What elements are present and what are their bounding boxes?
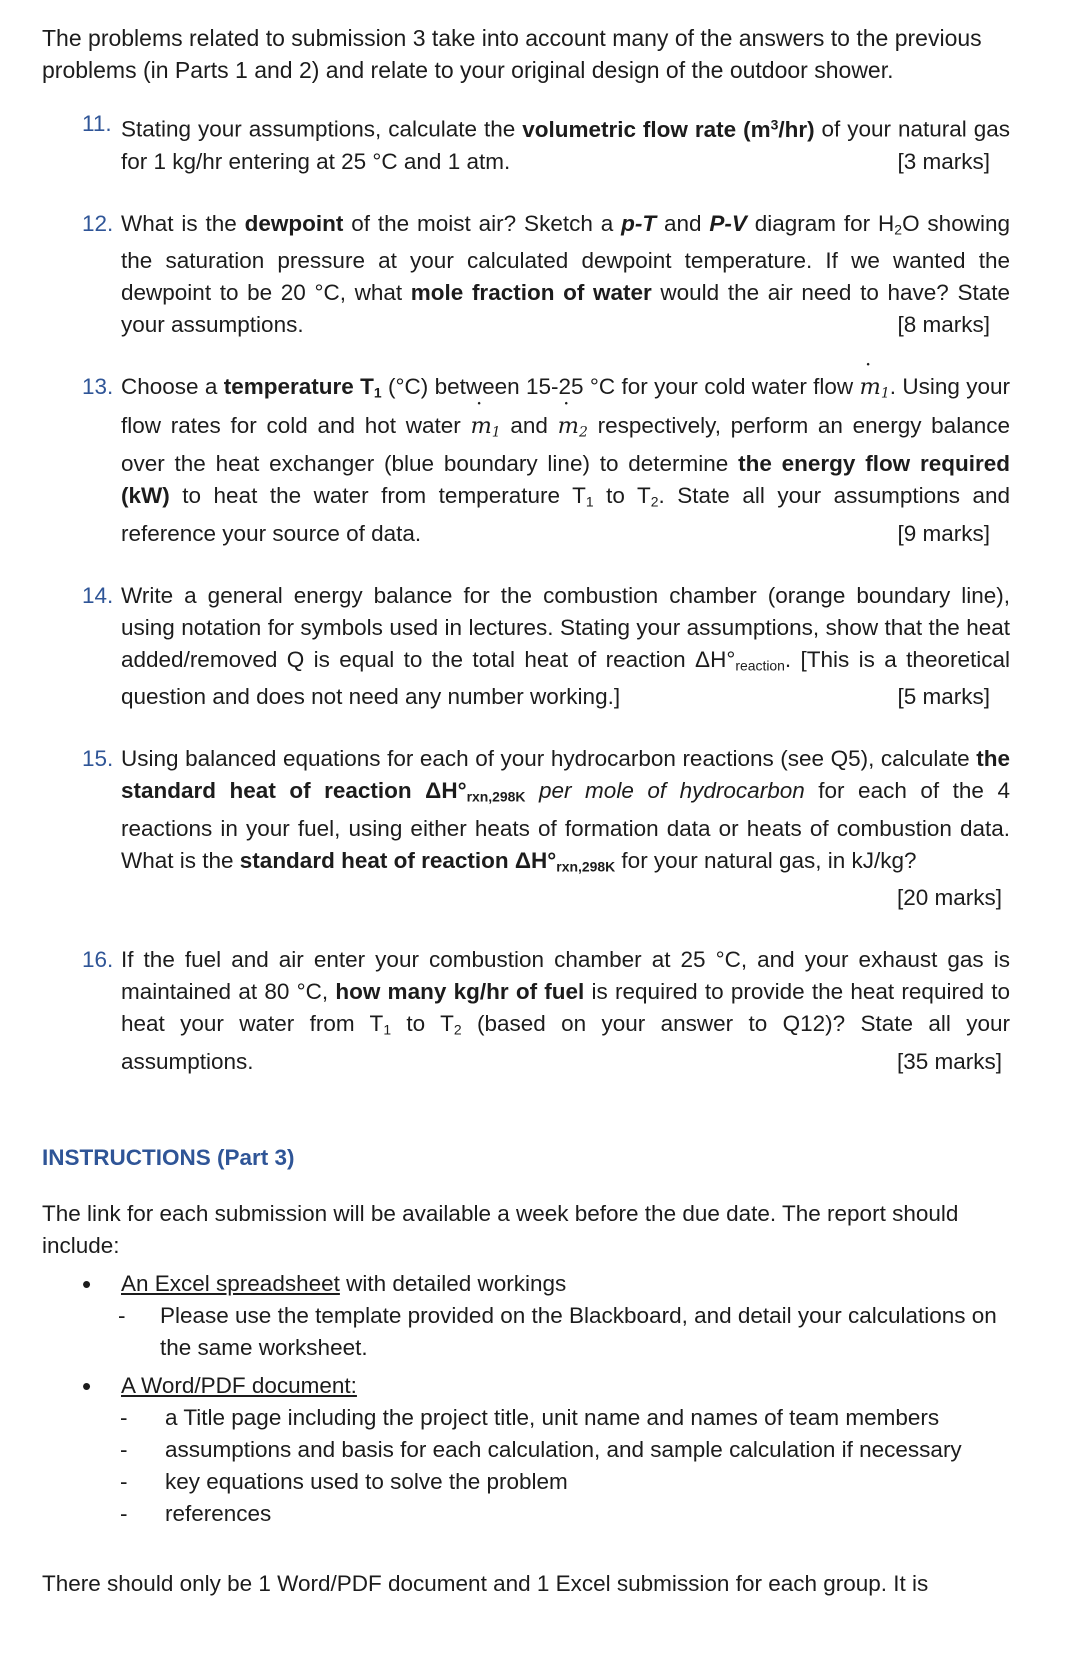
marks-label: [3 marks] xyxy=(897,148,990,174)
question-15: 15. Using balanced equations for each of your hydrocarbon reactions (see Q5), calculate the standard heat of reaction $\Delta H^\circ_{rxn,298K}$ per mole of hydrocarbon for each of the 4 reactions in your fuel, using either heats of formation data or heats of combustion data. What is the standard heat of reaction $\Delta H^\circ_{rxn,298K}$ for your natural gas, in kJ/kg? [20 marks] xyxy=(42,743,1010,914)
question-number: 15. xyxy=(82,746,114,772)
document-link[interactable]: A Word/PDF document: xyxy=(121,1372,357,1398)
deliverable-document xyxy=(42,1370,1010,1402)
question-text: Stating your assumptions, calculate the xyxy=(121,116,523,142)
sub-item: - Please use the template provided on the Blackboard, and detail your calculations on the same worksheet. xyxy=(42,1300,1010,1364)
question-13: 13. Choose a temperature $T_1$ (°C) between 15-25 °C for your cold water flow ˙ $m_1$. Using your flow rates for cold and hot water ˙ $m_1$ and ˙ $m_2$ respectively, perform an energy balance over the heat exchanger (blue boundary line) to determine the energy flow required (kW) to heat the water from temperature $T_1$ to $T_2$. State all your assumptions and reference your source of data. [9 marks] xyxy=(42,371,1010,549)
intro-paragraph: The problems related to submission 3 take into account many of the answers to the previous problems (in Parts 1 and 2) and relate to your original design of the outdoor shower. xyxy=(42,25,982,83)
bold-term: dewpoint xyxy=(244,210,344,236)
deliverables-list-2 xyxy=(42,1370,1010,1402)
bold-term: the energy flow required (kW) xyxy=(121,451,1010,509)
marks-label: [8 marks] xyxy=(897,312,990,338)
mass-flow-symbol: ˙ $m_1$ xyxy=(860,371,890,409)
bold-term: the standard heat of reaction $\Delta H^\circ_{rxn,298K}$ xyxy=(121,746,1010,805)
question-number: 14. xyxy=(82,582,114,608)
excel-link[interactable]: An Excel spreadsheet xyxy=(121,1270,340,1296)
sub-item: - a Title page including the project title, unit name and names of team members xyxy=(42,1402,1010,1434)
marks-label: [35 marks] xyxy=(896,1048,1002,1074)
marks-label: [9 marks] xyxy=(897,520,990,546)
sub-item: - references xyxy=(42,1498,1010,1530)
bold-term: p-T xyxy=(621,210,657,236)
instructions-intro: The link for each submission will be available a week before the due date. The report should include: xyxy=(42,1200,959,1258)
italic-term: per mole of hydrocarbon xyxy=(525,778,805,804)
deliverables-list xyxy=(42,1268,1010,1300)
bold-term: mole fraction of water xyxy=(410,280,652,306)
bold-term: volumetric flow rate $(m^3/hr)$ xyxy=(522,116,815,142)
question-12: 12. What is the dewpoint of the moist air? Sketch a p-T and P-V diagram for $H_2O$ showing the saturation pressure at your calculated dewpoint temperature. If we wanted the dewpoint to be 20 °C, what mole fraction of water would the air need to have? State your assumptions. [8 marks] xyxy=(42,208,1010,341)
mass-flow-symbol: ˙ $m_1$ xyxy=(470,410,500,448)
sub-item: - key equations used to solve the problem xyxy=(42,1466,1010,1498)
question-number: 11. xyxy=(82,111,112,136)
marks-label: [20 marks] xyxy=(896,885,1002,911)
marks-label: [5 marks] xyxy=(897,684,990,710)
bold-term: P-V xyxy=(709,210,747,236)
closing-paragraph: There should only be 1 Word/PDF document and 1 Excel submission for each group. It is xyxy=(42,1570,929,1596)
question-list xyxy=(42,108,1010,1078)
question-number: 13. xyxy=(82,374,114,400)
question-16: 16. If the fuel and air enter your combustion chamber at 25 °C, and your exhaust gas is maintained at 80 °C, how many kg/hr of fuel is required to provide the heat required to heat your water from $T_1$ to $T_2$ (based on your answer to Q12)? State all your assumptions. [35 marks] xyxy=(42,944,1010,1077)
question-11 xyxy=(42,108,1010,178)
document-sub-list xyxy=(42,1402,1010,1530)
mass-flow-symbol: ˙ $m_2$ xyxy=(558,410,588,448)
bold-term: temperature $T_1$ xyxy=(223,374,382,401)
deliverable-excel: • An Excel spreadsheet with detailed workings xyxy=(42,1268,1010,1300)
bold-term: standard heat of reaction $\Delta H^\circ_{rxn,298K}$ xyxy=(239,847,616,875)
excel-sub-list xyxy=(42,1300,1010,1364)
question-number: 12. xyxy=(82,210,114,236)
question-14: 14. Write a general energy balance for the combustion chamber (orange boundary line), using notation for symbols used in lectures. Stating your assumptions, show that the heat added/removed Q is equal to the total heat of reaction $\Delta H^\circ_{reaction}$. [This is a theoretical question and does not need any number working.] [5 marks] xyxy=(42,580,1010,713)
question-number: 16. xyxy=(82,947,114,973)
instructions-heading: INSTRUCTIONS (Part 3) xyxy=(42,1144,295,1170)
bold-term: how many kg/hr of fuel xyxy=(335,979,585,1005)
question-text: of your natural gas for 1 kg/hr entering at 25 °C and 1 atm. xyxy=(121,116,1010,174)
sub-item: - assumptions and basis for each calculation, and sample calculation if necessary xyxy=(42,1434,1010,1466)
